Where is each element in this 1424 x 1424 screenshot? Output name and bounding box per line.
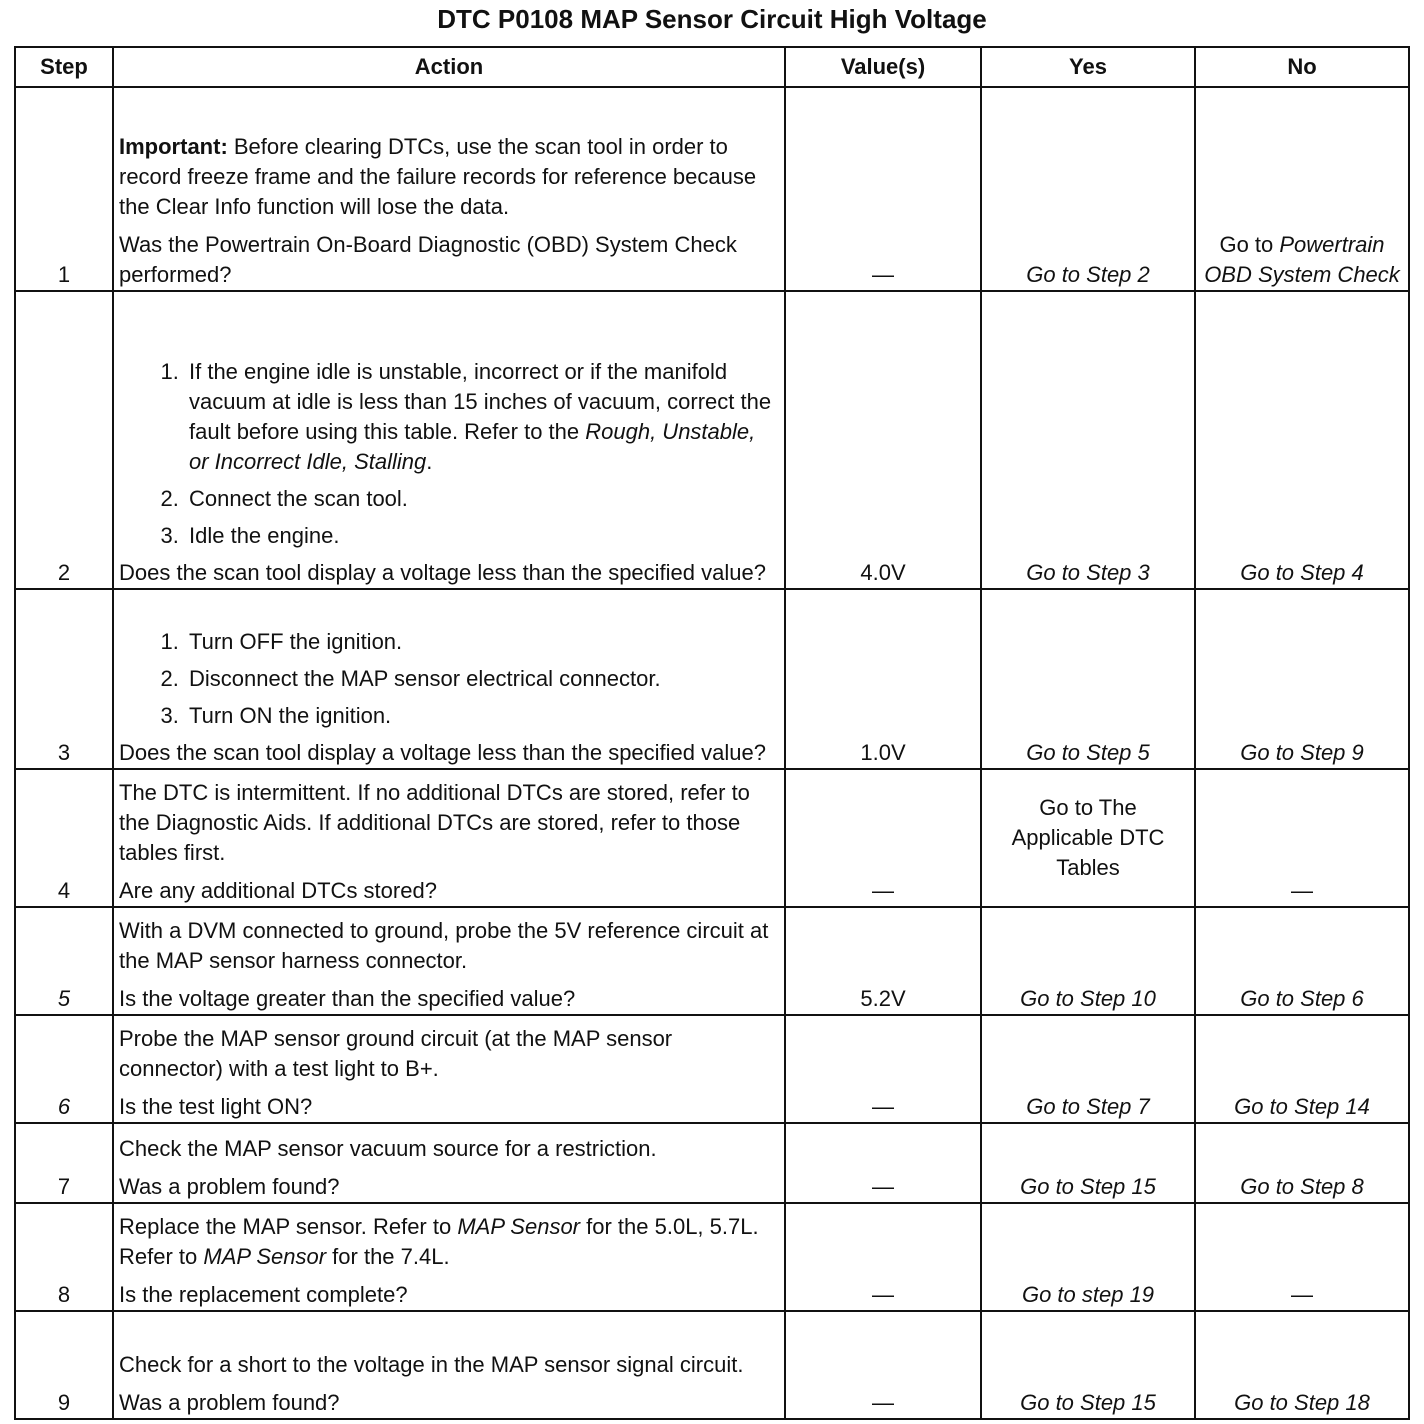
procedure-link[interactable]: Rough, Unstable, or Incorrect Idle, Stalling xyxy=(189,419,756,474)
yes-link[interactable]: Go to Step 3 xyxy=(981,291,1195,589)
action-cell xyxy=(113,291,785,589)
step-number: 8 xyxy=(15,1203,113,1311)
action-text: Probe the MAP sensor ground circuit (at the MAP sensor connector) with a test light to B+. xyxy=(119,1026,673,1081)
table-row xyxy=(15,1015,1409,1123)
table-row xyxy=(15,87,1409,291)
yes-link[interactable]: Go to Step 7 xyxy=(981,1015,1195,1123)
action-text xyxy=(119,132,779,222)
action-cell xyxy=(113,1015,785,1123)
yes-link[interactable]: Go to Step 5 xyxy=(981,589,1195,769)
no-link[interactable]: Go to Step 14 xyxy=(1195,1015,1409,1123)
yes-link[interactable]: Go to Step 15 xyxy=(981,1311,1195,1419)
header-action: Action xyxy=(113,47,785,87)
header-yes: Yes xyxy=(981,47,1195,87)
no-link-target: Powertrain OBD System Check xyxy=(1204,232,1400,287)
step-number: 2 xyxy=(15,291,113,589)
yes-link[interactable]: Go to Step 15 xyxy=(981,1123,1195,1203)
action-question: Was a problem found? xyxy=(119,1390,340,1415)
action-question: Was the Powertrain On-Board Diagnostic (OBD) System Check performed? xyxy=(119,232,737,287)
yes-link[interactable]: Go to The Applicable DTC Tables xyxy=(981,769,1195,907)
step-number: 4 xyxy=(15,769,113,907)
value-cell: — xyxy=(785,769,981,907)
action-cell xyxy=(113,907,785,1015)
step-number: 1 xyxy=(15,87,113,291)
no-link[interactable]: Go to Step 9 xyxy=(1195,589,1409,769)
action-steps xyxy=(119,357,779,551)
step-number: 7 xyxy=(15,1123,113,1203)
action-text: With a DVM connected to ground, probe the 5V reference circuit at the MAP sensor harness connector. xyxy=(119,918,769,973)
no-link[interactable]: Go to Step 6 xyxy=(1195,907,1409,1015)
header-row xyxy=(15,47,1409,87)
action-question: Is the voltage greater than the specified value? xyxy=(119,986,576,1011)
procedure-link[interactable]: MAP Sensor xyxy=(203,1244,327,1269)
table-row xyxy=(15,769,1409,907)
action-cell xyxy=(113,1203,785,1311)
no-link-prefix: Go to xyxy=(1219,232,1280,257)
value-cell: — xyxy=(785,1311,981,1419)
header-value: Value(s) xyxy=(785,47,981,87)
action-steps xyxy=(119,627,779,731)
value-cell: — xyxy=(785,87,981,291)
header-no: No xyxy=(1195,47,1409,87)
table-row xyxy=(15,291,1409,589)
step-number: 6 xyxy=(15,1015,113,1123)
no-link[interactable]: Go to Step 4 xyxy=(1195,291,1409,589)
table-row xyxy=(15,1311,1409,1419)
step-number: 5 xyxy=(15,907,113,1015)
action-text: Check the MAP sensor vacuum source for a restriction. xyxy=(119,1136,657,1161)
step-number: 9 xyxy=(15,1311,113,1419)
action-question: Is the replacement complete? xyxy=(119,1282,408,1307)
important-text: Before clearing DTCs, use the scan tool in order to record freeze frame and the failure records for reference because the Clear Info function will lose the data. xyxy=(119,134,757,219)
action-step-item: 3. Turn ON the ignition. xyxy=(185,701,779,731)
action-text: Check for a short to the voltage in the MAP sensor signal circuit. xyxy=(119,1352,744,1377)
no-cell: — xyxy=(1195,1203,1409,1311)
action-question: Was a problem found? xyxy=(119,1174,340,1199)
important-label: Important: xyxy=(119,134,228,159)
action-cell xyxy=(113,1311,785,1419)
no-link[interactable]: Go to Step 18 xyxy=(1195,1311,1409,1419)
action-cell xyxy=(113,769,785,907)
action-question: Are any additional DTCs stored? xyxy=(119,878,437,903)
action-step-item: 2. Disconnect the MAP sensor electrical connector. xyxy=(185,664,779,694)
no-link[interactable] xyxy=(1195,87,1409,291)
action-cell xyxy=(113,87,785,291)
page-title: DTC P0108 MAP Sensor Circuit High Voltage xyxy=(437,4,987,34)
no-link[interactable]: Go to Step 8 xyxy=(1195,1123,1409,1203)
value-cell: — xyxy=(785,1123,981,1203)
value-cell: 4.0V xyxy=(785,291,981,589)
table-row xyxy=(15,589,1409,769)
table-row xyxy=(15,1123,1409,1203)
diagnostic-table xyxy=(14,46,1410,1420)
table-row xyxy=(15,1203,1409,1311)
value-cell: — xyxy=(785,1015,981,1123)
action-step-item: 2. Connect the scan tool. xyxy=(185,484,779,514)
no-cell: — xyxy=(1195,769,1409,907)
action-step-item: 3. Idle the engine. xyxy=(185,521,779,551)
action-question: Does the scan tool display a voltage less than the specified value? xyxy=(119,740,766,765)
action-step-item: 1. Turn OFF the ignition. xyxy=(185,627,779,657)
value-cell: — xyxy=(785,1203,981,1311)
procedure-link[interactable]: MAP Sensor xyxy=(457,1214,581,1239)
action-question: Does the scan tool display a voltage less than the specified value? xyxy=(119,560,766,585)
action-question: Is the test light ON? xyxy=(119,1094,313,1119)
table-row xyxy=(15,907,1409,1015)
header-step: Step xyxy=(15,47,113,87)
action-cell xyxy=(113,589,785,769)
value-cell: 5.2V xyxy=(785,907,981,1015)
yes-link[interactable]: Go to Step 10 xyxy=(981,907,1195,1015)
yes-link[interactable]: Go to Step 2 xyxy=(981,87,1195,291)
action-step-item: 1. If the engine idle is unstable, incorrect or if the manifold vacuum at idle is less than 15 inches of vacuum, correct the fault before using this table. Refer to the Rough, Unstable, or Incorrect Idle, Stalling. xyxy=(185,357,779,477)
yes-link[interactable]: Go to step 19 xyxy=(981,1203,1195,1311)
step-number: 3 xyxy=(15,589,113,769)
value-cell: 1.0V xyxy=(785,589,981,769)
action-cell xyxy=(113,1123,785,1203)
action-text: The DTC is intermittent. If no additional DTCs are stored, refer to the Diagnostic Aids. If additional DTCs are stored, refer to those tables first. xyxy=(119,780,750,865)
action-text: Replace the MAP sensor. Refer to MAP Sensor for the 5.0L, 5.7L. Refer to MAP Sensor for the 7.4L. xyxy=(119,1214,759,1269)
